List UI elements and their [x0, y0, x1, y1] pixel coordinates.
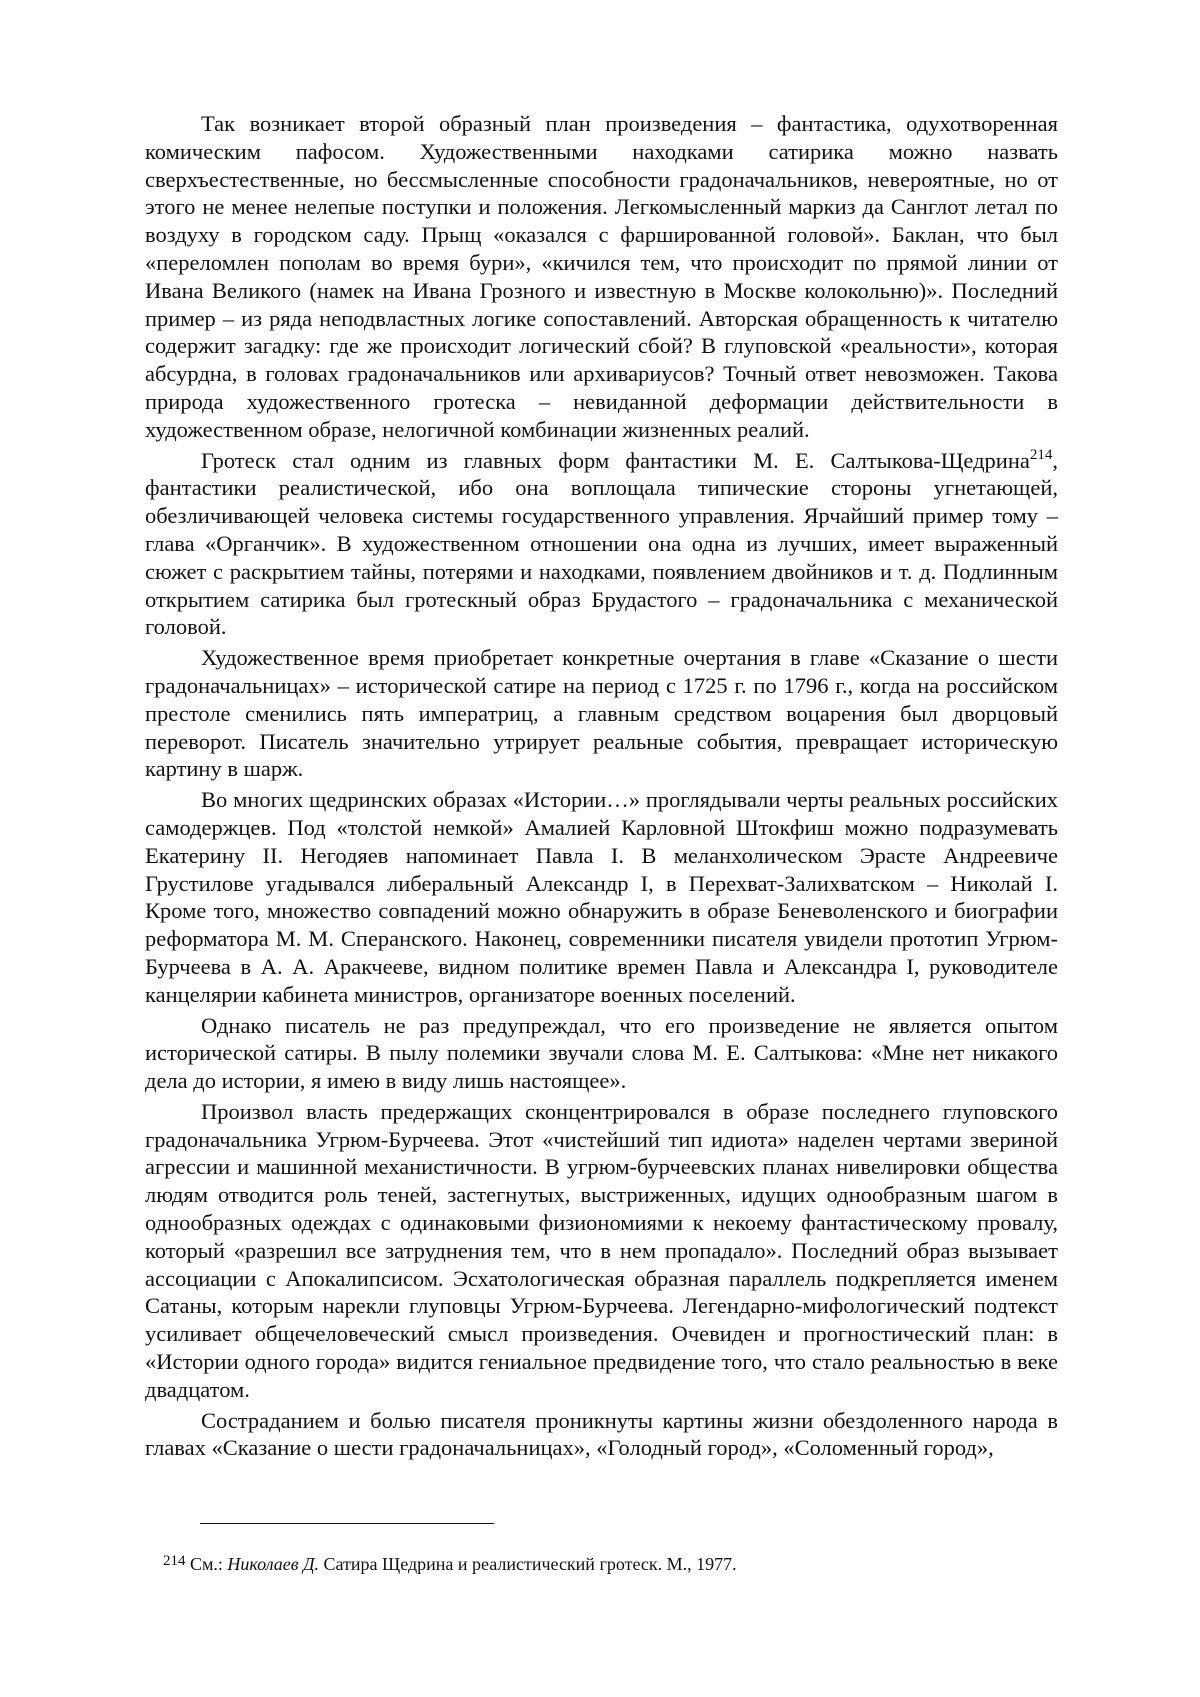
- footnote-author: Николаев Д.: [227, 1554, 320, 1574]
- paragraph: Во многих щедринских образах «Истории…» проглядывали черты реальных российских самодержцев. Под «толстой немкой» Амалией Карловной Штокфиш можно подразумевать Екатерину II. Негодяев напоминает Павла I. В меланхолическом Эрасте Андреевиче Грустилове угадывался либеральный Александр I, в Перехват-Залихватском – Николай I. Кроме того, множество совпадений можно обнаружить в образе Беневоленского и биографии реформатора М. М. Сперанского. Наконец, современники писателя увидели прототип Угрюм-Бурчеева в А. А. Аракчееве, видном политике времен Павла и Александра I, руководителе канцелярии кабинета министров, организаторе военных поселений.: [145, 787, 1058, 1007]
- footnote-separator: [200, 1523, 494, 1524]
- footnote-text: Сатира Щедрина и реалистический гротеск. М., 1977.: [319, 1554, 737, 1574]
- footnote: [163, 1553, 1063, 1575]
- paragraph: Произвол власть предержащих сконцентрировался в образе последнего глуповского градоначальника Угрюм-Бурчеева. Этот «чистейший тип идиота» наделен чертами звериной агрессии и машинной механистичности. В угрюм-бурчеевских планах нивелировки общества людям отводится роль теней, застегнутых, выстриженных, идущих однообразным шагом в однообразных одеждах с одинаковыми физиономиями к некоему фантастическому провалу, который «разрешил все затруднения тем, что в нем пропадало». Последний образ вызывает ассоциации с Апокалипсисом. Эсхатологическая образная параллель подкрепляется именем Сатаны, которым нарекли глуповцы Угрюм-Бурчеева. Легендарно-мифологический подтекст усиливает общечеловеческий смысл произведения. Очевиден и прогностический план: в «Истории одного города» видится гениальное предвидение того, что стало реальностью в веке двадцатом.: [145, 1098, 1058, 1402]
- footnote-reference[interactable]: 214: [1029, 446, 1053, 463]
- footnote-number: 214: [163, 1553, 186, 1569]
- paragraph: Так возникает второй образный план произведения – фантастика, одухотворенная комическим пафосом. Художественными находками сатирика можно назвать сверхъестественные, но бессмысленные способности градоначальников, невероятные, но от этого не менее нелепые поступки и положения. Легкомысленный маркиз да Санглот летал по воздуху в городском саду. Прыщ «оказался с фаршированной головой». Баклан, что был «переломлен пополам во время бури», «кичился тем, что происходит по прямой линии от Ивана Великого (намек на Ивана Грозного и известную в Москве колокольню)». Последний пример – из ряда неподвластных логике сопоставлений. Авторская обращенность к читателю содержит загадку: где же происходит логический сбой? В глуповской «реальности», которая абсурдна, в головах градоначальников или архивариусов? Точный ответ невозможен. Такова природа художественного гротеска – невиданной деформации действительности в художественном образе, нелогичной комбинации жизненных реалий.: [145, 111, 1058, 442]
- footnote-prefix: См.:: [190, 1554, 228, 1574]
- paragraph-text: Гротеск стал одним из главных форм фантастики М. Е. Салтыкова-Щедрина: [201, 447, 1030, 473]
- paragraph-text: , фантастики реалистической, ибо она воплощала типические стороны угнетающей, обезличивающей человека системы государственного управления. Ярчайший пример тому – глава «Органчик». В художественном отношении она одна из лучших, имеет выраженный сюжет с раскрытием тайны, потерями и находками, появлением двойников и т. д. Подлинным открытием сатирика был гротескный образ Брудастого – градоначальника с механической головой.: [145, 447, 1058, 640]
- paragraph: [145, 447, 1058, 642]
- main-text: [145, 110, 1058, 1462]
- paragraph: Состраданием и болью писателя проникнуты картины жизни обездоленного народа в главах «Сказание о шести градоначальницах», «Голодный город», «Соломенный город»,: [145, 1407, 1058, 1461]
- paragraph: Однако писатель не раз предупреждал, что его произведение не является опытом исторической сатиры. В пылу полемики звучали слова М. Е. Салтыкова: «Мне нет никакого дела до истории, я имею в виду лишь настоящее».: [145, 1012, 1058, 1094]
- paragraph: Художественное время приобретает конкретные очертания в главе «Сказание о шести градоначальницах» – исторической сатире на период с 1725 г. по 1796 г., когда на российском престоле сменились пять императриц, а главным средством воцарения был дворцовый переворот. Писатель значительно утрирует реальные события, превращает историческую картину в шарж.: [145, 645, 1058, 782]
